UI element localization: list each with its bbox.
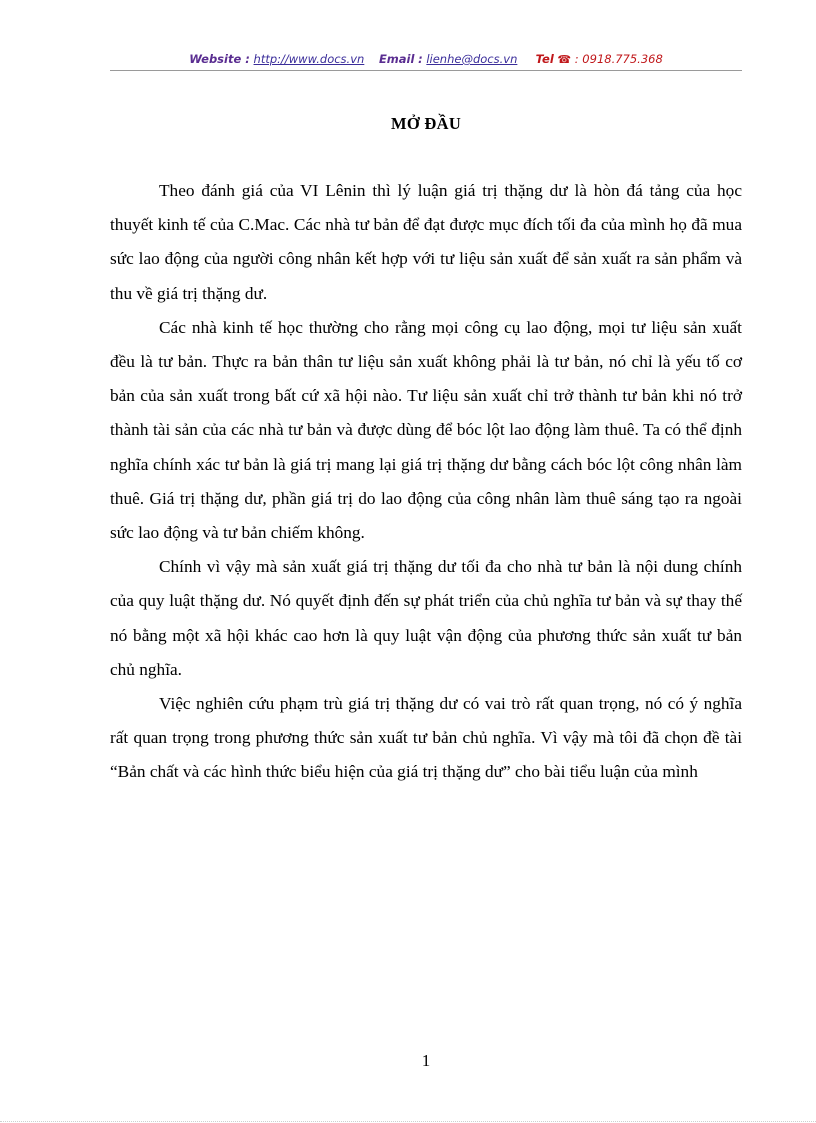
- paragraph-3: Chính vì vậy mà sản xuất giá trị thặng dư tối đa cho nhà tư bản là nội dung chính của quy luật thặng dư. Nó quyết định đến sự phát triển của chủ nghĩa tư bản và sự thay thế nó bằng một xã hội khác cao hơn là quy luật vận động của phương thức sản xuất tư bản chủ nghĩa.: [110, 557, 742, 679]
- phone-icon: ☎: [557, 53, 572, 66]
- website-label: Website :: [189, 52, 250, 66]
- page-bottom-border: [0, 1121, 816, 1122]
- page-number: 1: [421, 1051, 431, 1070]
- paragraph-4: Việc nghiên cứu phạm trù giá trị thặng dư có vai trò rất quan trọng, nó có ý nghĩa rất quan trọng trong phương thức sản xuất tư bản chủ nghĩa. Vì vậy mà tôi đã chọn đề tài “Bản chất và các hình thức biểu hiện của giá trị thặng dư” cho bài tiểu luận của mình: [110, 694, 742, 782]
- tel-label: Tel: [535, 52, 554, 66]
- email-link[interactable]: lienhe@docs.vn: [426, 52, 518, 66]
- paragraph-2: Các nhà kinh tế học thường cho rằng mọi công cụ lao động, mọi tư liệu sản xuất đều là tư bản. Thực ra bản thân tư liệu sản xuất không phải là tư bản, nó chỉ là yếu tố cơ bản của sản xuất trong bất cứ xã hội nào. Tư liệu sản xuất chỉ trở thành tư bản khi nó trở thành tài sản của các nhà tư bản và được dùng để bóc lột lao động làm thuê. Ta có thể định nghĩa chính xác tư bản là giá trị mang lại giá trị thặng dư bằng cách bóc lột công nhân làm thuê. Giá trị thặng dư, phần giá trị do lao động của công nhân làm thuê sáng tạo ra ngoài sức lao động và tư bản chiếm không.: [110, 317, 742, 543]
- page-header: [110, 52, 742, 66]
- email-separator: :: [418, 52, 423, 66]
- document-title: MỞ ĐẦU: [390, 114, 462, 133]
- header-divider: [110, 70, 742, 71]
- paragraph-1: Theo đánh giá của VI Lênin thì lý luận giá trị thặng dư là hòn đá tảng của học thuyết kinh tế của C.Mac. Các nhà tư bản để đạt được mục đích tối đa của mình họ đã mua sức lao động của người công nhân kết hợp với tư liệu sản xuất để sản xuất ra sản phẩm và thu về giá trị thặng dư.: [110, 181, 742, 303]
- website-link[interactable]: http://www.docs.vn: [253, 52, 365, 66]
- tel-number: : 0918.775.368: [574, 52, 663, 66]
- document-body: [110, 174, 742, 790]
- email-label: Email: [378, 52, 415, 66]
